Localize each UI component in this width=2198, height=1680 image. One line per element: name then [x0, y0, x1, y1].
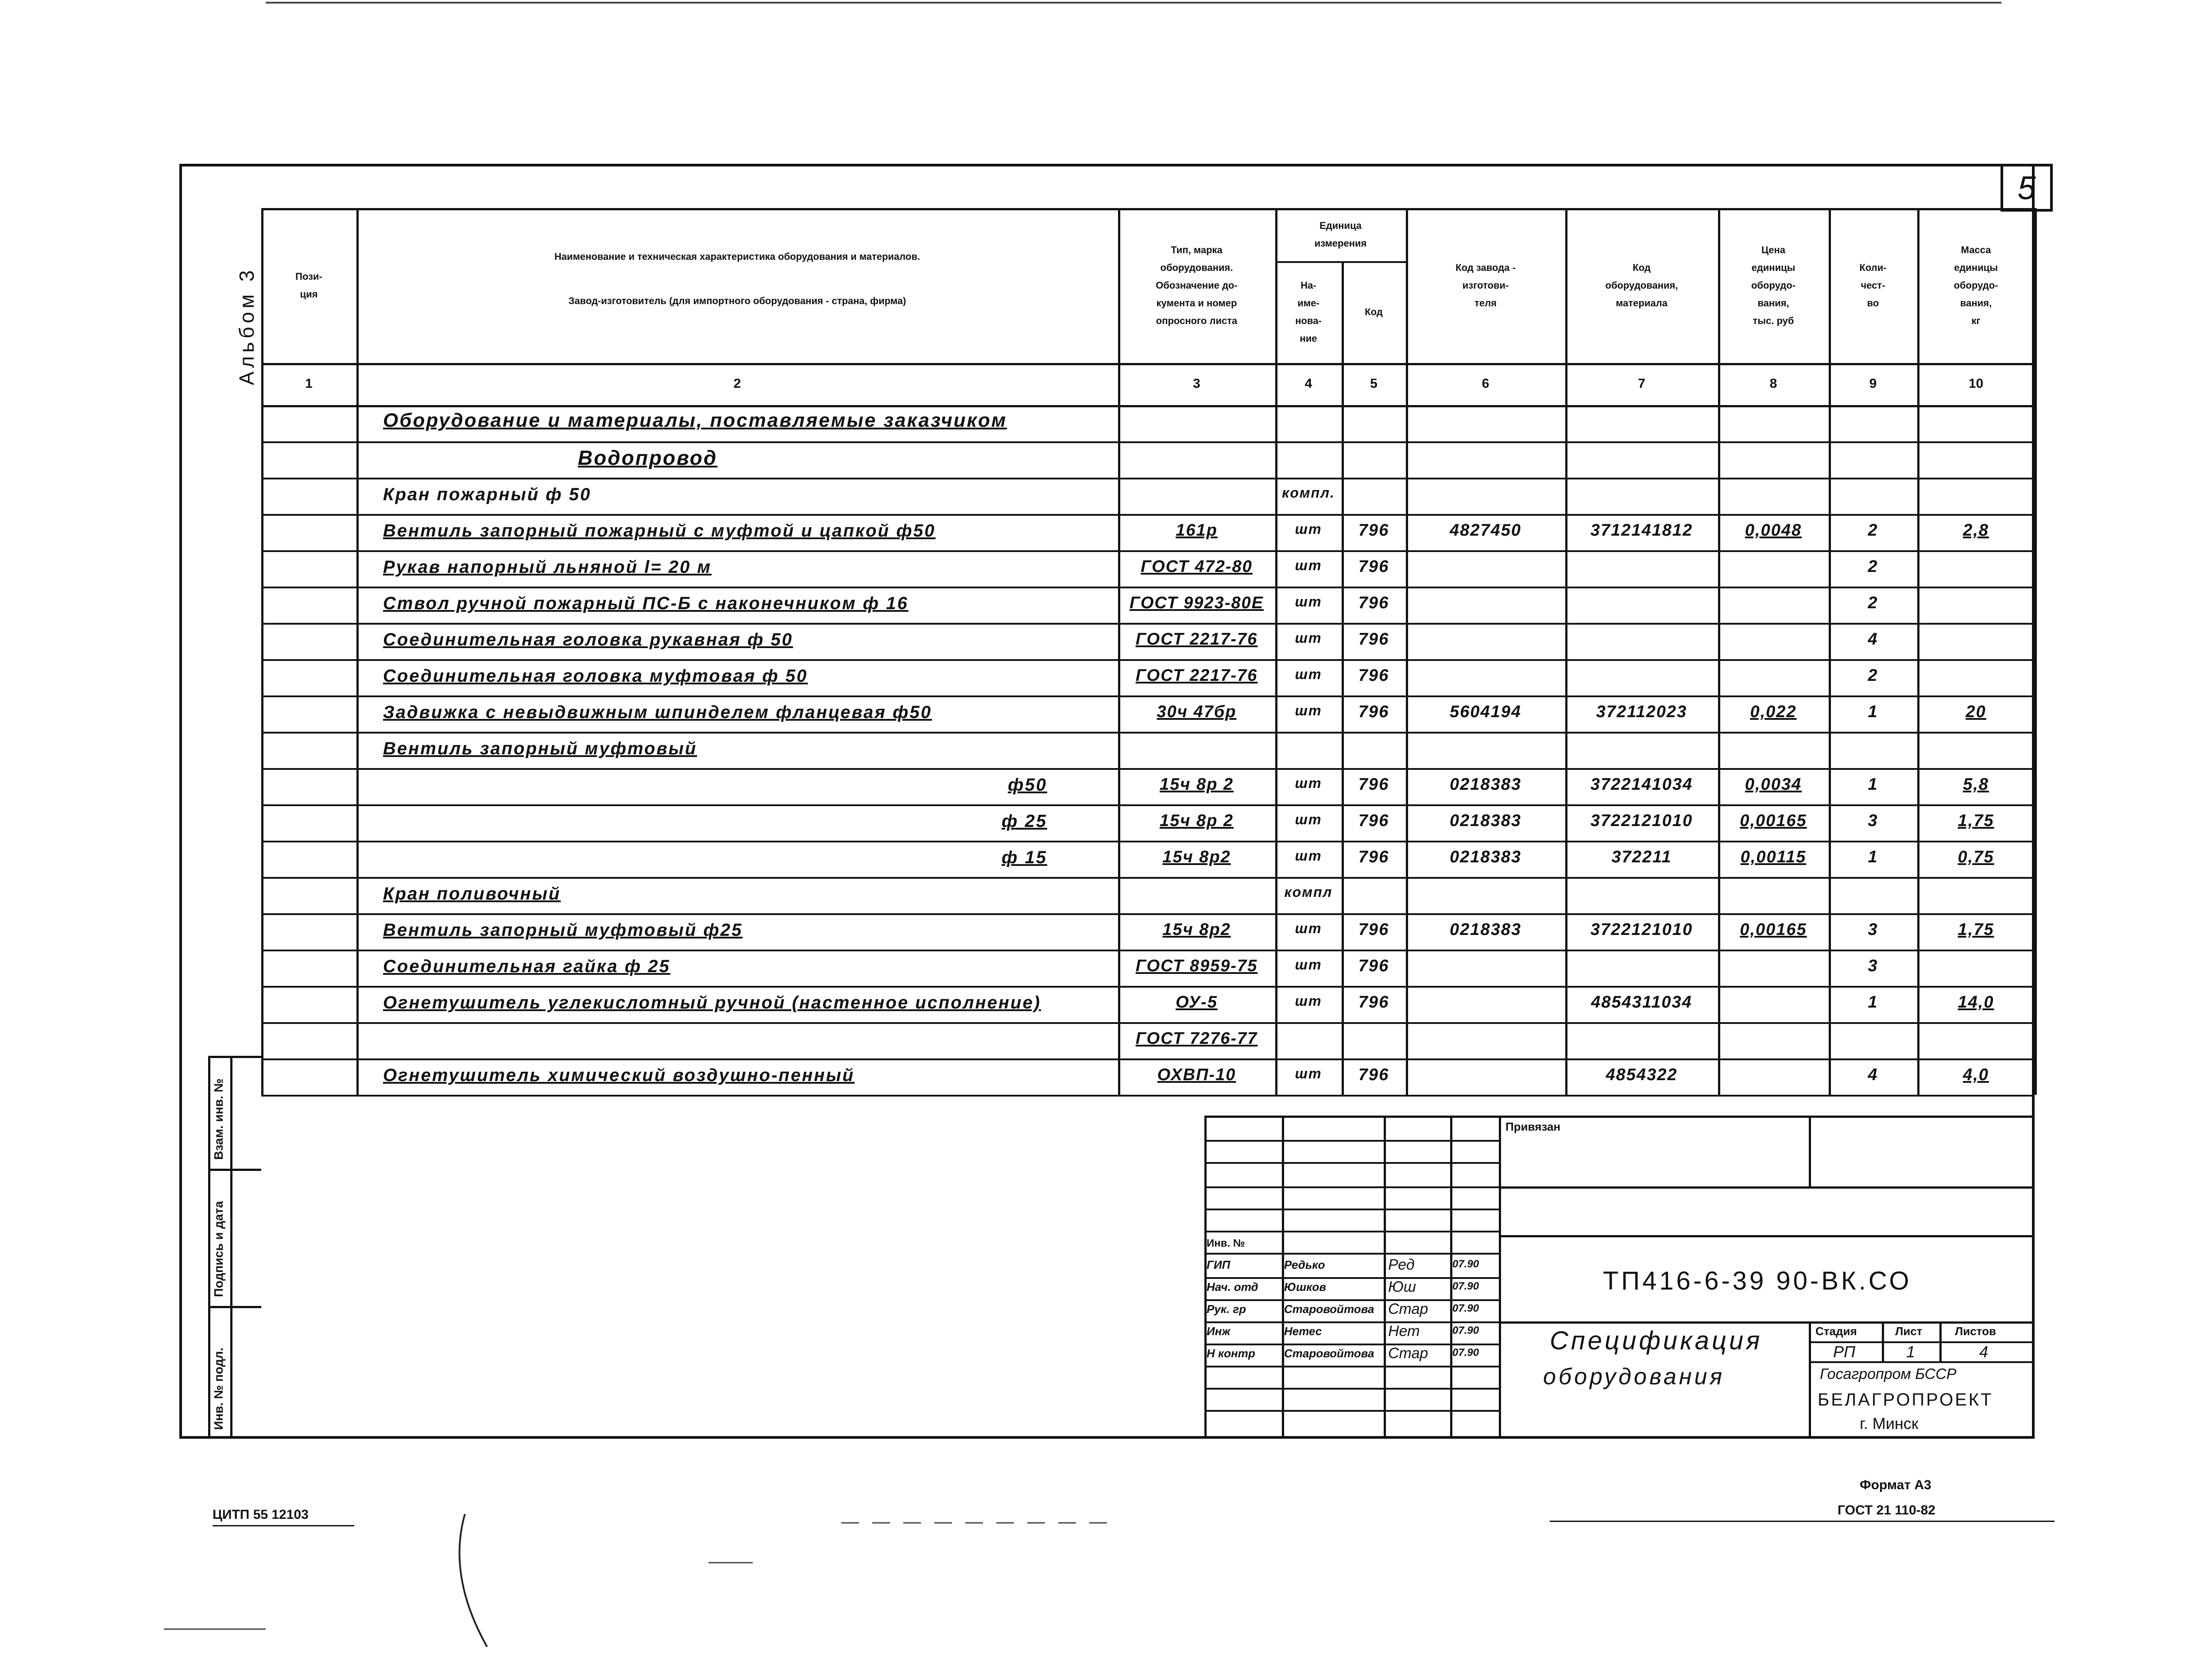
column-header: Коли- чест- во	[1859, 262, 1887, 309]
row-quantity: 1	[1868, 775, 1878, 794]
row-mass: 20	[1966, 703, 1986, 721]
row-name: Кран пожарный ф 50	[383, 485, 592, 504]
album-label: Альбом 3	[235, 266, 258, 385]
row-mass: 0,75	[1958, 848, 1994, 866]
row-unit: шт	[1295, 630, 1322, 646]
signature-date: 07.90	[1452, 1302, 1479, 1314]
row-quantity: 1	[1868, 993, 1878, 1012]
listov-value: 4	[1979, 1343, 1989, 1361]
column-header: Код	[1365, 306, 1383, 317]
row-name: Кран поливочный	[383, 884, 561, 904]
row-type: 15ч 8р 2	[1159, 811, 1234, 830]
listov-label: Листов	[1955, 1325, 1996, 1338]
signature-mark: Юш	[1388, 1278, 1416, 1295]
row-name: Соединительная гайка ф 25	[383, 957, 670, 976]
signature-date: 07.90	[1452, 1258, 1479, 1270]
row-material-code: 3722121010	[1590, 920, 1693, 939]
row-type: ОУ-5	[1176, 993, 1218, 1012]
row-factory-code: 0218383	[1450, 811, 1521, 830]
row-unit: шт	[1295, 1066, 1322, 1081]
stadia-label: Стадия	[1815, 1325, 1857, 1338]
row-unit: шт	[1295, 666, 1322, 682]
row-factory-code: 0218383	[1450, 920, 1521, 939]
signature-mark: Стар	[1388, 1301, 1428, 1317]
side-strip-label: Инв. № подл.	[212, 1348, 225, 1430]
side-strip-label: Взам. инв. №	[212, 1078, 225, 1160]
row-price: 0,00165	[1740, 920, 1807, 939]
column-header: Масса единицы оборудо- вания, кг	[1954, 244, 1998, 326]
column-header: Пози- ция	[295, 271, 322, 300]
row-unit-code: 796	[1358, 630, 1389, 649]
row-unit: шт	[1295, 848, 1322, 864]
list-label: Лист	[1895, 1325, 1923, 1338]
row-name: Вентиль запорный муфтовый ф25	[383, 920, 743, 940]
column-header: На- име- нова- ние	[1295, 280, 1322, 344]
column-number: 10	[1968, 376, 1984, 391]
row-unit: шт	[1295, 594, 1322, 610]
row-unit: шт	[1295, 521, 1322, 537]
row-quantity: 4	[1868, 630, 1878, 649]
row-unit: шт	[1295, 920, 1322, 936]
signature-mark: Ред	[1388, 1256, 1415, 1273]
row-mass: 4,0	[1963, 1066, 1989, 1084]
gost-label: ГОСТ 21 110-82	[1838, 1503, 1935, 1518]
signature-mark: Стар	[1388, 1345, 1428, 1362]
row-type: ОХВП-10	[1157, 1066, 1236, 1084]
row-unit: шт	[1295, 557, 1322, 573]
row-unit: шт	[1295, 957, 1322, 973]
row-name: Огнетушитель углекислотный ручной (настенное исполнение)	[383, 993, 1041, 1012]
column-number: 5	[1370, 376, 1378, 391]
privyazan-label: Привязан	[1505, 1120, 1561, 1133]
row-unit: компл	[1284, 884, 1333, 900]
row-material-code: 4854322	[1606, 1066, 1678, 1084]
row-unit-code: 796	[1358, 521, 1389, 540]
row-name: Вентиль запорный пожарный с муфтой и цапкой ф50	[383, 521, 936, 541]
document-title-line2: оборудования	[1543, 1364, 1725, 1390]
row-name: Ствол ручной пожарный ПС-Б с наконечником ф 16	[383, 594, 909, 613]
row-price: 0,00165	[1740, 811, 1807, 830]
row-name: Рукав напорный льняной l= 20 м	[383, 557, 712, 577]
side-strip-label: Подпись и дата	[212, 1201, 225, 1297]
column-number: 9	[1869, 376, 1877, 391]
sheet-number: 5	[2001, 164, 2053, 212]
signature-date: 07.90	[1452, 1347, 1479, 1359]
signature-role: ГИП	[1207, 1258, 1231, 1271]
signature-date: 07.90	[1452, 1280, 1479, 1292]
row-material-code: 372112023	[1596, 703, 1687, 721]
row-factory-code: 0218383	[1450, 848, 1521, 866]
row-mass: 1,75	[1958, 920, 1994, 939]
signature-mark: Нет	[1388, 1323, 1420, 1340]
document-title-line1: Спецификация	[1550, 1326, 1763, 1355]
column-number: 6	[1482, 376, 1490, 391]
row-unit-code: 796	[1358, 703, 1389, 721]
row-quantity: 4	[1868, 1066, 1878, 1084]
column-number: 4	[1304, 376, 1312, 391]
column-number: 1	[305, 376, 313, 391]
row-quantity: 3	[1868, 957, 1878, 975]
signature-role: Н контр	[1207, 1347, 1255, 1360]
column-header: Единица измерения	[1314, 220, 1367, 249]
row-type: ГОСТ 9923-80Е	[1130, 594, 1264, 612]
signature-name: Нетес	[1284, 1325, 1322, 1338]
row-price: 0,0048	[1745, 521, 1802, 540]
row-name: Соединительная головка муфтовая ф 50	[383, 666, 808, 686]
row-price: 0,00115	[1740, 848, 1807, 866]
column-header: Код оборудования, материала	[1605, 262, 1678, 309]
organization-line2: БЕЛАГРОПРОЕКТ	[1818, 1390, 1993, 1410]
row-name: Оборудование и материалы, поставляемые заказчиком	[383, 409, 1007, 431]
row-unit: шт	[1295, 775, 1322, 791]
row-name: Соединительная головка рукавная ф 50	[383, 630, 793, 649]
row-quantity: 2	[1868, 557, 1878, 576]
row-unit: компл.	[1282, 485, 1335, 501]
row-unit-code: 796	[1358, 920, 1389, 939]
row-unit: шт	[1295, 811, 1322, 827]
column-number: 2	[733, 376, 741, 391]
row-quantity: 2	[1868, 666, 1878, 685]
column-number: 7	[1638, 376, 1645, 391]
signature-date: 07.90	[1452, 1325, 1479, 1336]
stadia-value: РП	[1833, 1343, 1856, 1361]
signature-role: Нач. отд	[1207, 1280, 1258, 1294]
row-mass: 1,75	[1958, 811, 1994, 830]
signature-role: Инж	[1207, 1325, 1231, 1338]
row-quantity: 2	[1868, 521, 1878, 540]
row-type: ГОСТ 7276-77	[1135, 1029, 1258, 1048]
inv-no-label: Инв. №	[1207, 1237, 1245, 1249]
document-code: ТП416-6-39 90-ВК.СО	[1603, 1267, 1912, 1295]
row-unit-code: 796	[1358, 848, 1389, 866]
row-mass: 14,0	[1958, 993, 1994, 1012]
row-name: ф50	[1008, 775, 1047, 795]
row-mass: 2,8	[1963, 521, 1989, 540]
row-factory-code: 5604194	[1450, 703, 1521, 721]
row-material-code: 372211	[1611, 848, 1672, 866]
row-mass: 5,8	[1963, 775, 1989, 794]
list-value: 1	[1906, 1343, 1916, 1361]
row-unit-code: 796	[1358, 1066, 1389, 1084]
row-type: ГОСТ 8959-75	[1135, 957, 1258, 975]
row-quantity: 1	[1868, 703, 1878, 721]
row-name: Огнетушитель химический воздушно-пенный	[383, 1066, 855, 1085]
column-header: Тип, марка оборудования. Обозначение до- кумента и номер опросного листа	[1156, 244, 1238, 326]
signature-name: Редько	[1284, 1258, 1325, 1271]
row-quantity: 3	[1868, 920, 1878, 939]
column-number: 8	[1769, 376, 1777, 391]
footer-left-code: ЦИТП 55 12103	[213, 1507, 309, 1522]
row-type: ГОСТ 2217-76	[1135, 630, 1258, 649]
row-type: 30ч 47бр	[1157, 703, 1237, 721]
row-name: Водопровод	[578, 446, 718, 469]
column-number: 3	[1193, 376, 1200, 391]
row-unit-code: 796	[1358, 666, 1389, 685]
row-name: Вентиль запорный муфтовый	[383, 739, 697, 758]
format-label: Формат А3	[1860, 1478, 1931, 1492]
row-material-code: 4854311034	[1591, 993, 1692, 1012]
column-header-manufacturer: Завод-изготовитель (для импортного оборудования - страна, фирма)	[568, 295, 906, 306]
organization-line1: Госагропром БССР	[1820, 1366, 1957, 1383]
row-type: 15ч 8р2	[1162, 848, 1231, 866]
row-unit-code: 796	[1358, 993, 1389, 1012]
row-unit: шт	[1295, 993, 1322, 1009]
row-name: ф 25	[1002, 811, 1047, 831]
row-name: ф 15	[1002, 848, 1047, 867]
row-unit-code: 796	[1358, 811, 1389, 830]
row-unit: шт	[1295, 703, 1322, 718]
row-quantity: 3	[1868, 811, 1878, 830]
signature-name: Юшков	[1284, 1280, 1326, 1294]
row-factory-code: 0218383	[1450, 775, 1521, 794]
row-type: ГОСТ 2217-76	[1135, 666, 1258, 685]
signature-name: Старовойтова	[1284, 1302, 1374, 1316]
row-type: 15ч 8р2	[1162, 920, 1231, 939]
row-factory-code: 4827450	[1450, 521, 1521, 540]
row-type: ГОСТ 472-80	[1141, 557, 1253, 576]
row-price: 0,022	[1750, 703, 1797, 721]
row-name: Задвижка с невыдвижным шпинделем фланцевая ф50	[383, 703, 932, 722]
row-quantity: 2	[1868, 594, 1878, 612]
row-quantity: 1	[1868, 848, 1878, 866]
row-unit-code: 796	[1358, 957, 1389, 975]
row-unit-code: 796	[1358, 594, 1389, 612]
row-type: 15ч 8р 2	[1159, 775, 1234, 794]
organization-city: г. Минск	[1860, 1414, 1919, 1433]
row-unit-code: 796	[1358, 775, 1389, 794]
row-unit-code: 796	[1358, 557, 1389, 576]
row-material-code: 3722121010	[1590, 811, 1693, 830]
row-price: 0,0034	[1745, 775, 1802, 794]
signature-name: Старовойтова	[1284, 1347, 1374, 1360]
signature-role: Рук. гр	[1207, 1302, 1246, 1316]
row-material-code: 3712141812	[1590, 521, 1693, 540]
column-header-name: Наименование и техническая характеристика оборудования и материалов.	[554, 251, 920, 262]
row-type: 161р	[1176, 521, 1218, 540]
row-material-code: 3722141034	[1590, 775, 1693, 794]
column-header: Цена единицы оборудо- вания, тыс. руб	[1751, 244, 1796, 326]
column-header: Код завода - изготови- теля	[1455, 262, 1516, 309]
